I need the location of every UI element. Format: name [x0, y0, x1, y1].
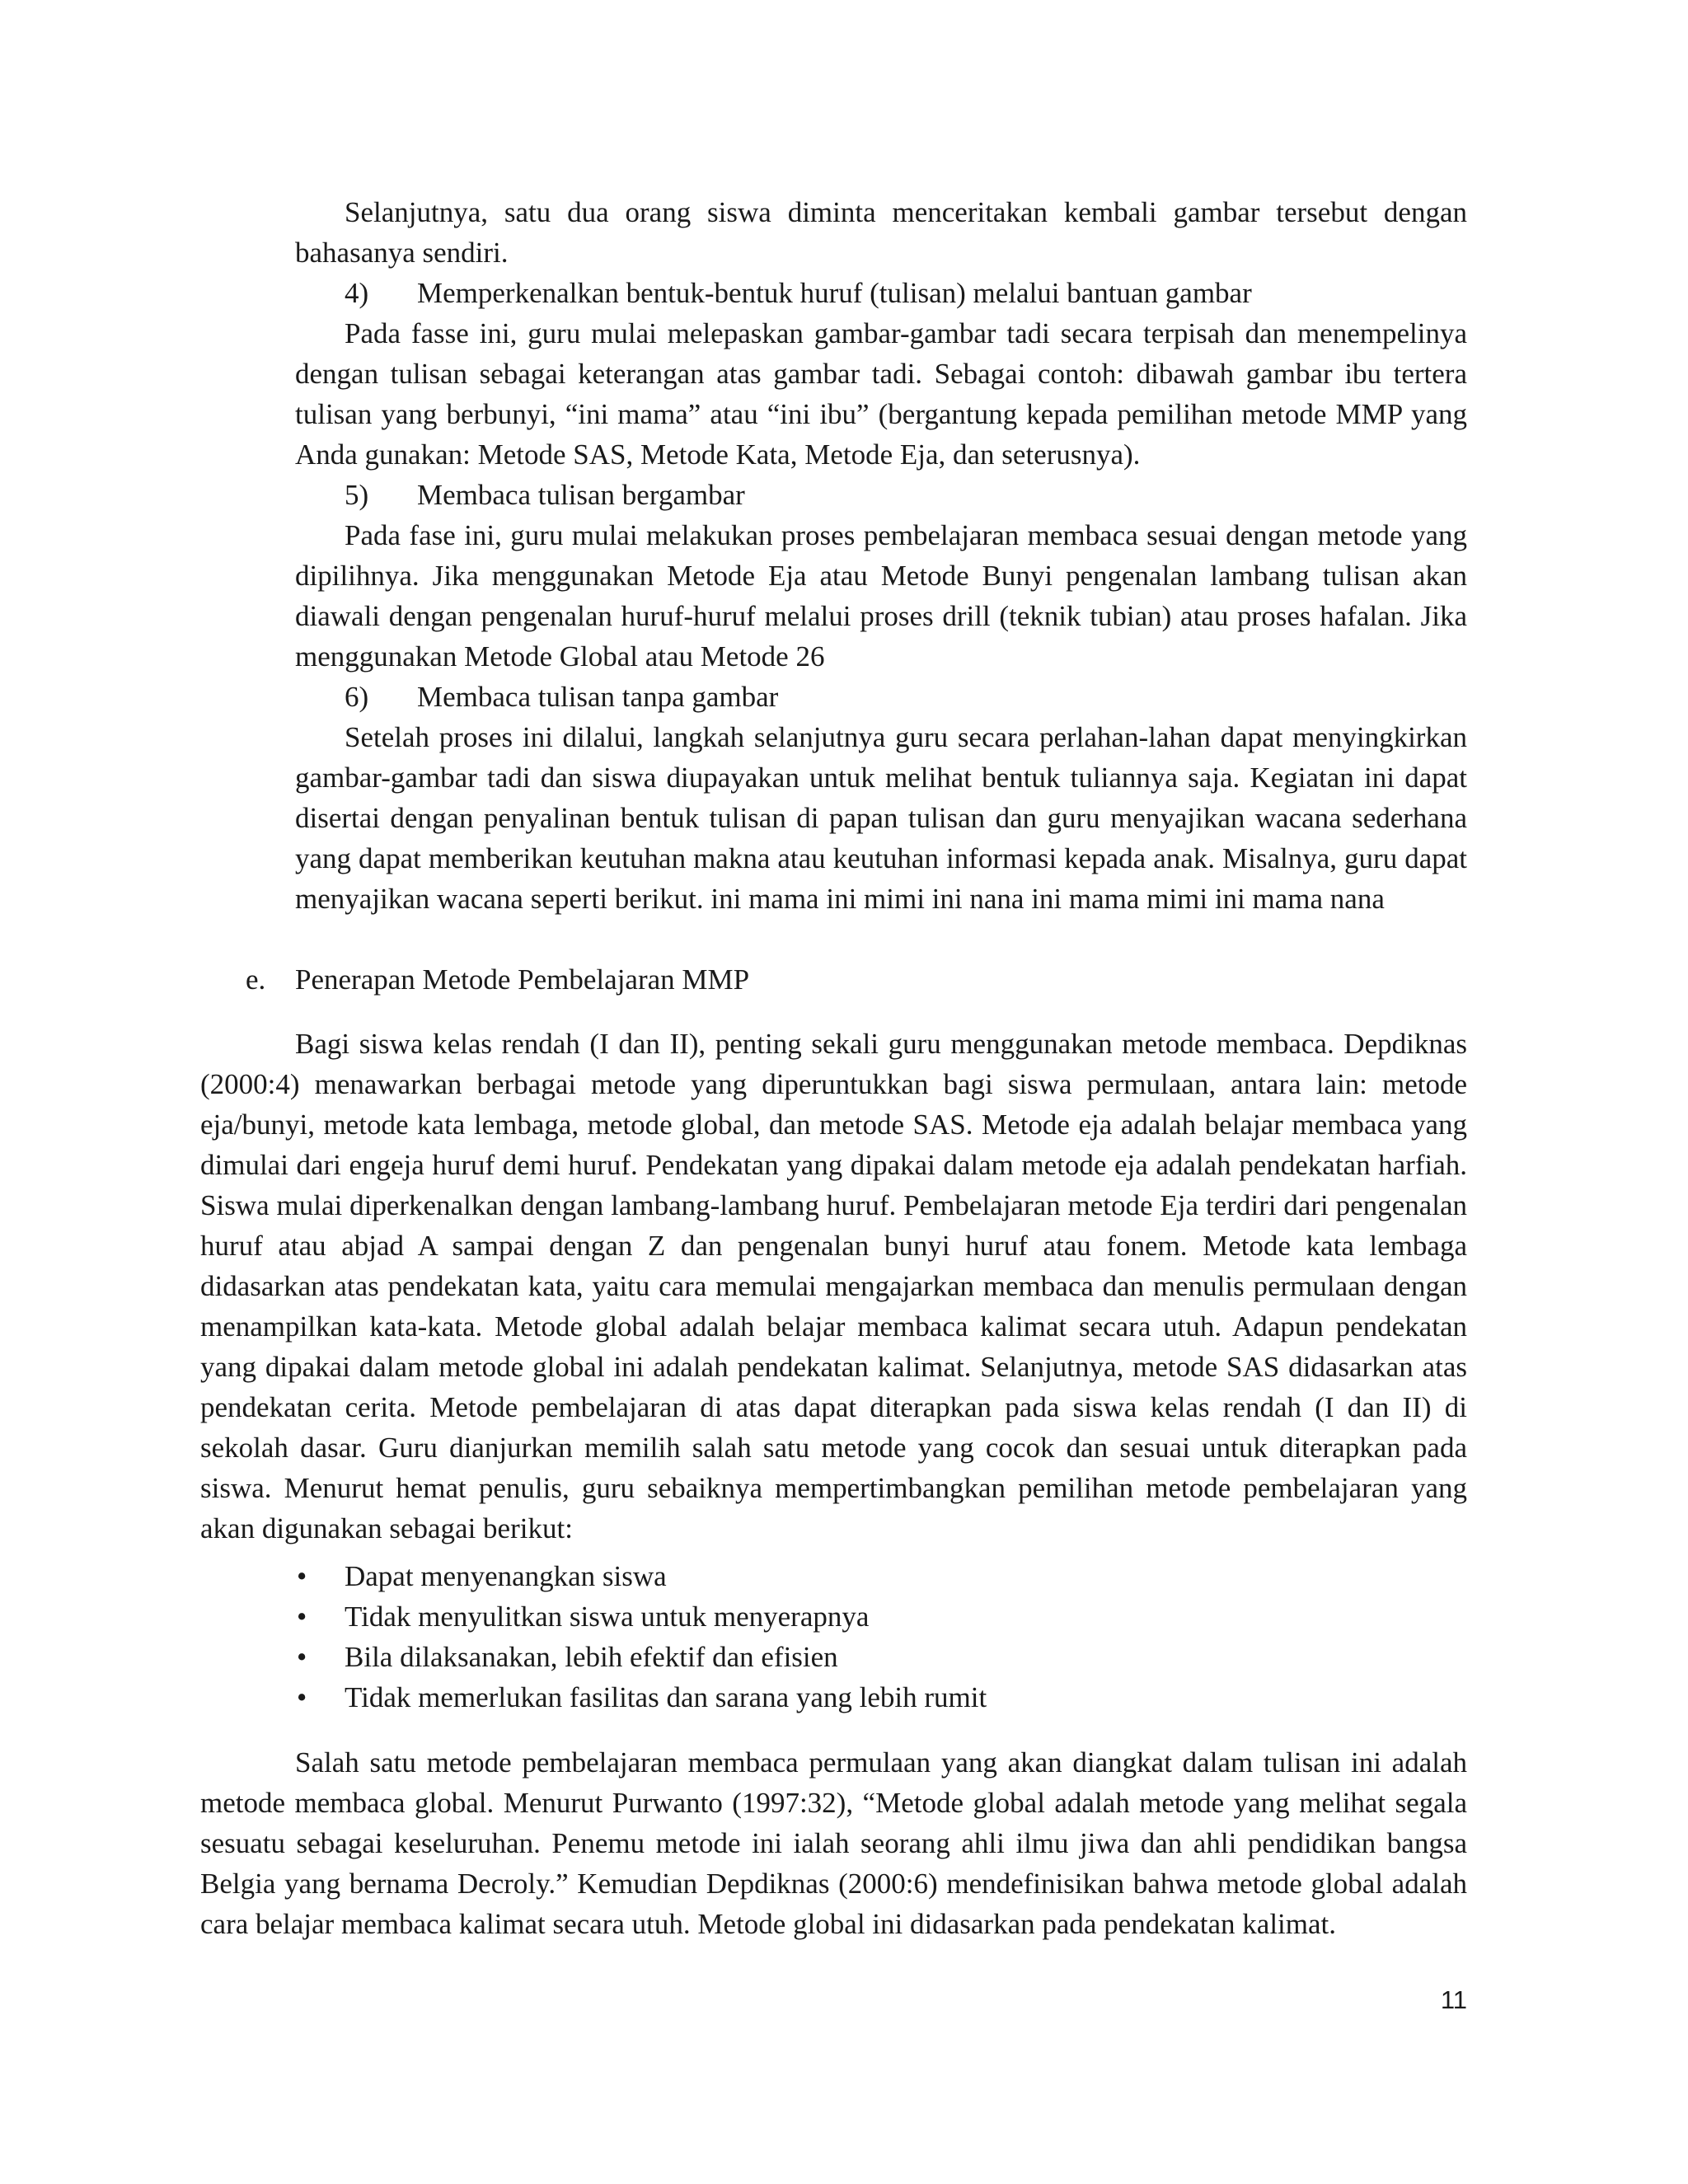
- paragraph-step-4: Pada fasse ini, guru mulai melepaskan gambar-gambar tadi secara terpisah dan menempelinya dengan tulisan sebagai keterangan atas gambar tadi. Sebagai contoh: dibawah gambar ibu tertera tulisan yang berbunyi, “ini mama” atau “ini ibu” (bergantung kepada pemilihan metode MMP yang Anda gunakan: Metode SAS, Metode Kata, Metode Eja, dan seterusnya).: [295, 317, 1467, 471]
- step-4-title: Memperkenalkan bentuk-bentuk huruf (tulisan) melalui bantuan gambar: [417, 277, 1252, 309]
- bullet-icon: •: [297, 1601, 307, 1633]
- section-e-letter: e.: [246, 963, 266, 996]
- list-item: • Tidak menyulitkan siswa untuk menyerapnya: [297, 1596, 869, 1637]
- paragraph-step-5: Pada fase ini, guru mulai melakukan proses pembelajaran membaca sesuai dengan metode yang dipilihnya. Jika menggunakan Metode Eja atau Metode Bunyi pengenalan lambang tulisan akan diawali dengan pengenalan huruf-huruf melalui proses drill (teknik tubian) atau proses hafalan. Jika menggunakan Metode Global atau Metode 26: [295, 519, 1467, 673]
- list-item: • Dapat menyenangkan siswa: [297, 1556, 667, 1596]
- step-4-heading: [345, 273, 1252, 313]
- paragraph-intro: Selanjutnya, satu dua orang siswa diminta menceritakan kembali gambar tersebut dengan bahasanya sendiri.: [295, 196, 1467, 269]
- bullet-icon: •: [297, 1681, 307, 1713]
- bullet-icon: •: [297, 1641, 307, 1673]
- step-4-number: 4): [345, 277, 369, 309]
- step-6-heading: [345, 677, 778, 717]
- step-6-title: Membaca tulisan tanpa gambar: [417, 681, 779, 713]
- page-number: 11: [1440, 1985, 1467, 2014]
- step-6-number: 6): [345, 681, 369, 713]
- step-5-heading: [345, 475, 745, 515]
- paragraph-step-6: Setelah proses ini dilalui, langkah selanjutnya guru secara perlahan-lahan dapat menyingkirkan gambar-gambar tadi dan siswa diupayakan untuk melihat bentuk tuliannya saja. Kegiatan ini dapat disertai dengan penyalinan bentuk tulisan di papan tulisan dan guru menyajikan wacana sederhana yang dapat memberikan keutuhan makna atau keutuhan informasi kepada anak. Misalnya, guru dapat menyajikan wacana seperti berikut. ini mama ini mimi ini nana ini mama mimi ini mama nana: [295, 721, 1467, 915]
- step-5-number: 5): [345, 479, 369, 511]
- section-e-heading: [246, 959, 749, 1000]
- paragraph-section-e: Bagi siswa kelas rendah (I dan II), penting sekali guru menggunakan metode membaca. Depdiknas (2000:4) menawarkan berbagai metode yang diperuntukkan bagi siswa permulaan, antara lain: metode eja/bunyi, metode kata lembaga, metode global, dan metode SAS. Metode eja adalah belajar membaca yang dimulai dari engeja huruf demi huruf. Pendekatan yang dipakai dalam metode eja adalah pendekatan harfiah. Siswa mulai diperkenalkan dengan lambang-lambang huruf. Pembelajaran metode Eja terdiri dari pengenalan huruf atau abjad A sampai dengan Z dan pengenalan bunyi huruf atau fonem. Metode kata lembaga didasarkan atas pendekatan kata, yaitu cara memulai mengajarkan membaca dan menulis permulaan dengan menampilkan kata-kata. Metode global adalah belajar membaca kalimat secara utuh. Adapun pendekatan yang dipakai dalam metode global ini adalah pendekatan kalimat. Selanjutnya, metode SAS didasarkan atas pendekatan cerita. Metode pembelajaran di atas dapat diterapkan pada siswa kelas rendah (I dan II) di sekolah dasar. Guru dianjurkan memilih salah satu metode yang cocok dan sesuai untuk diterapkan pada siswa. Menurut hemat penulis, guru sebaiknya mempertimbangkan pemilihan metode pembelajaran yang akan digunakan sebagai berikut:: [200, 1028, 1467, 1544]
- step-5-title: Membaca tulisan bergambar: [417, 479, 745, 511]
- section-e-title: Penerapan Metode Pembelajaran MMP: [295, 963, 750, 996]
- list-item: • Bila dilaksanakan, lebih efektif dan efisien: [297, 1637, 838, 1677]
- bullet-icon: •: [297, 1560, 307, 1592]
- paragraph-global-method: Salah satu metode pembelajaran membaca permulaan yang akan diangkat dalam tulisan ini adalah metode membaca global. Menurut Purwanto (1997:32), “Metode global adalah metode yang melihat segala sesuatu sebagai keseluruhan. Penemu metode ini ialah seorang ahli ilmu jiwa dan ahli pendidikan bangsa Belgia yang bernama Decroly.” Kemudian Depdiknas (2000:6) mendefinisikan bahwa metode global adalah cara belajar membaca kalimat secara utuh. Metode global ini didasarkan pada pendekatan kalimat.: [200, 1746, 1467, 1940]
- list-item: • Tidak memerlukan fasilitas dan sarana yang lebih rumit: [297, 1677, 987, 1718]
